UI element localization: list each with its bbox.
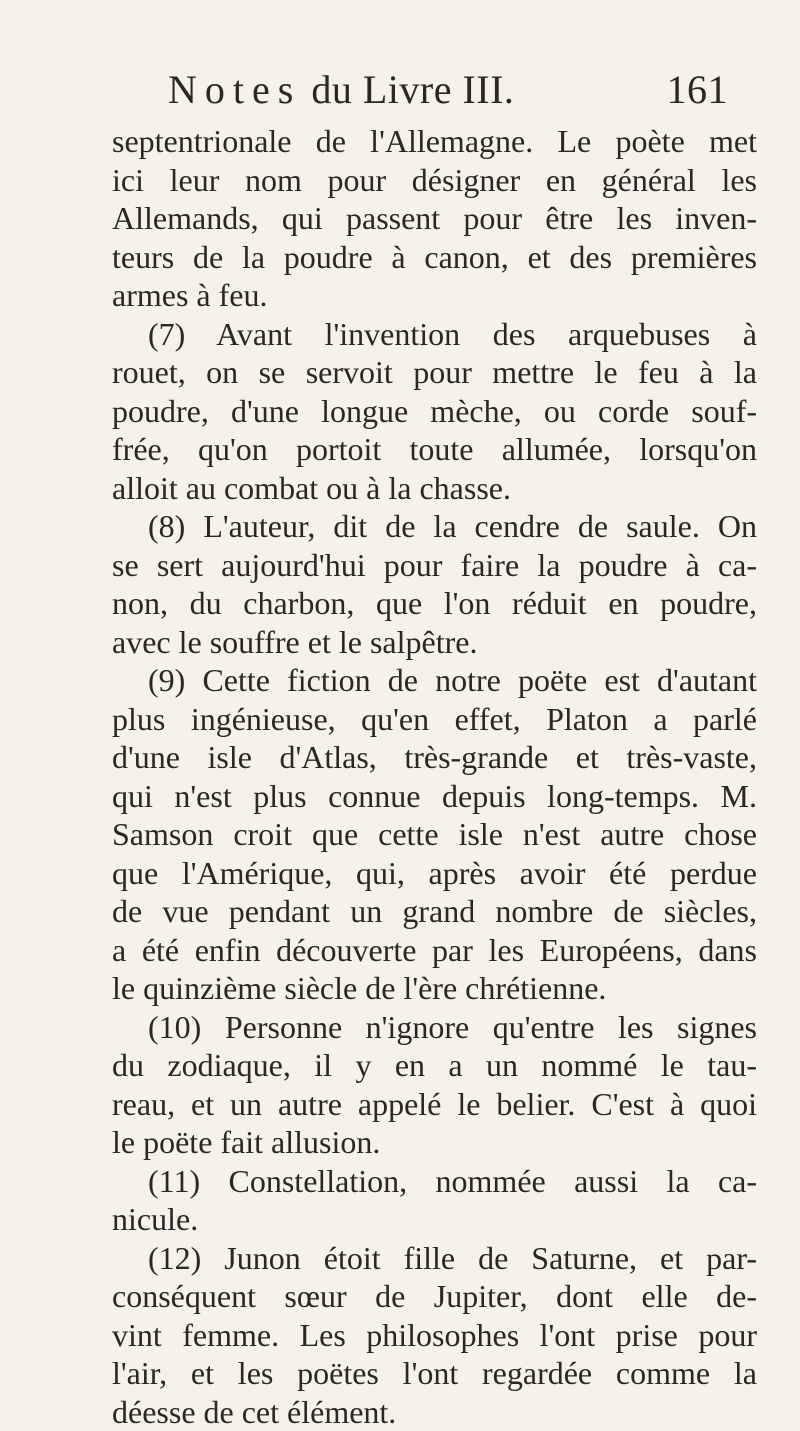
text-line: avec le souffre et le salpêtre.	[112, 623, 757, 662]
page-number: 161	[667, 64, 729, 116]
text-line: vint femme. Les philosophes l'ont prise pour	[112, 1316, 757, 1355]
text-line: non, du charbon, que l'on réduit en poudre,	[112, 584, 757, 623]
text-line: (7) Avant l'invention des arquebuses à	[112, 315, 757, 354]
text-line: nicule.	[112, 1200, 757, 1239]
text-line: armes à feu.	[112, 276, 757, 315]
text-line: a été enfin découverte par les Européens, dans	[112, 931, 757, 970]
header-book: du Livre III.	[311, 67, 514, 112]
text-line: déesse de cet élément.	[112, 1393, 757, 1431]
text-line: qui n'est plus connue depuis long-temps. M.	[112, 777, 757, 816]
text-line: rouet, on se servoit pour mettre le feu à la	[112, 353, 757, 392]
text-line: (10) Personne n'ignore qu'entre les signes	[112, 1008, 757, 1047]
notes-text	[112, 122, 757, 1431]
text-line: alloit au combat ou à la chasse.	[112, 469, 757, 508]
text-line: d'une isle d'Atlas, très-grande et très-vaste,	[112, 738, 757, 777]
text-line: du zodiaque, il y en a un nommé le tau-	[112, 1046, 757, 1085]
text-line: poudre, d'une longue mèche, ou corde souf-	[112, 392, 757, 431]
text-line: conséquent sœur de Jupiter, dont elle de-	[112, 1277, 757, 1316]
text-line: de vue pendant un grand nombre de siècles,	[112, 892, 757, 931]
text-line: le quinzième siècle de l'ère chrétienne.	[112, 969, 757, 1008]
text-line: l'air, et les poëtes l'ont regardée comme la	[112, 1354, 757, 1393]
text-line: (11) Constellation, nommée aussi la ca-	[112, 1162, 757, 1201]
text-line: le poëte fait allusion.	[112, 1123, 757, 1162]
text-line: teurs de la poudre à canon, et des premières	[112, 238, 757, 277]
text-line: plus ingénieuse, qu'en effet, Platon a parlé	[112, 700, 757, 739]
text-line: Allemands, qui passent pour être les inven-	[112, 199, 757, 238]
header-title: Notes	[168, 67, 301, 112]
text-line: que l'Amérique, qui, après avoir été perdue	[112, 854, 757, 893]
text-line: ici leur nom pour désigner en général les	[112, 161, 757, 200]
text-line: se sert aujourd'hui pour faire la poudre à ca-	[112, 546, 757, 585]
text-line: (9) Cette fiction de notre poëte est d'autant	[112, 661, 757, 700]
text-line: (12) Junon étoit fille de Saturne, et par-	[112, 1239, 757, 1278]
text-line: Samson croit que cette isle n'est autre chose	[112, 815, 757, 854]
running-header	[168, 64, 728, 116]
text-line: frée, qu'on portoit toute allumée, lorsqu'on	[112, 430, 757, 469]
text-line: septentrionale de l'Allemagne. Le poète met	[112, 122, 757, 161]
text-line: (8) L'auteur, dit de la cendre de saule. On	[112, 507, 757, 546]
text-line: reau, et un autre appelé le belier. C'est à quoi	[112, 1085, 757, 1124]
